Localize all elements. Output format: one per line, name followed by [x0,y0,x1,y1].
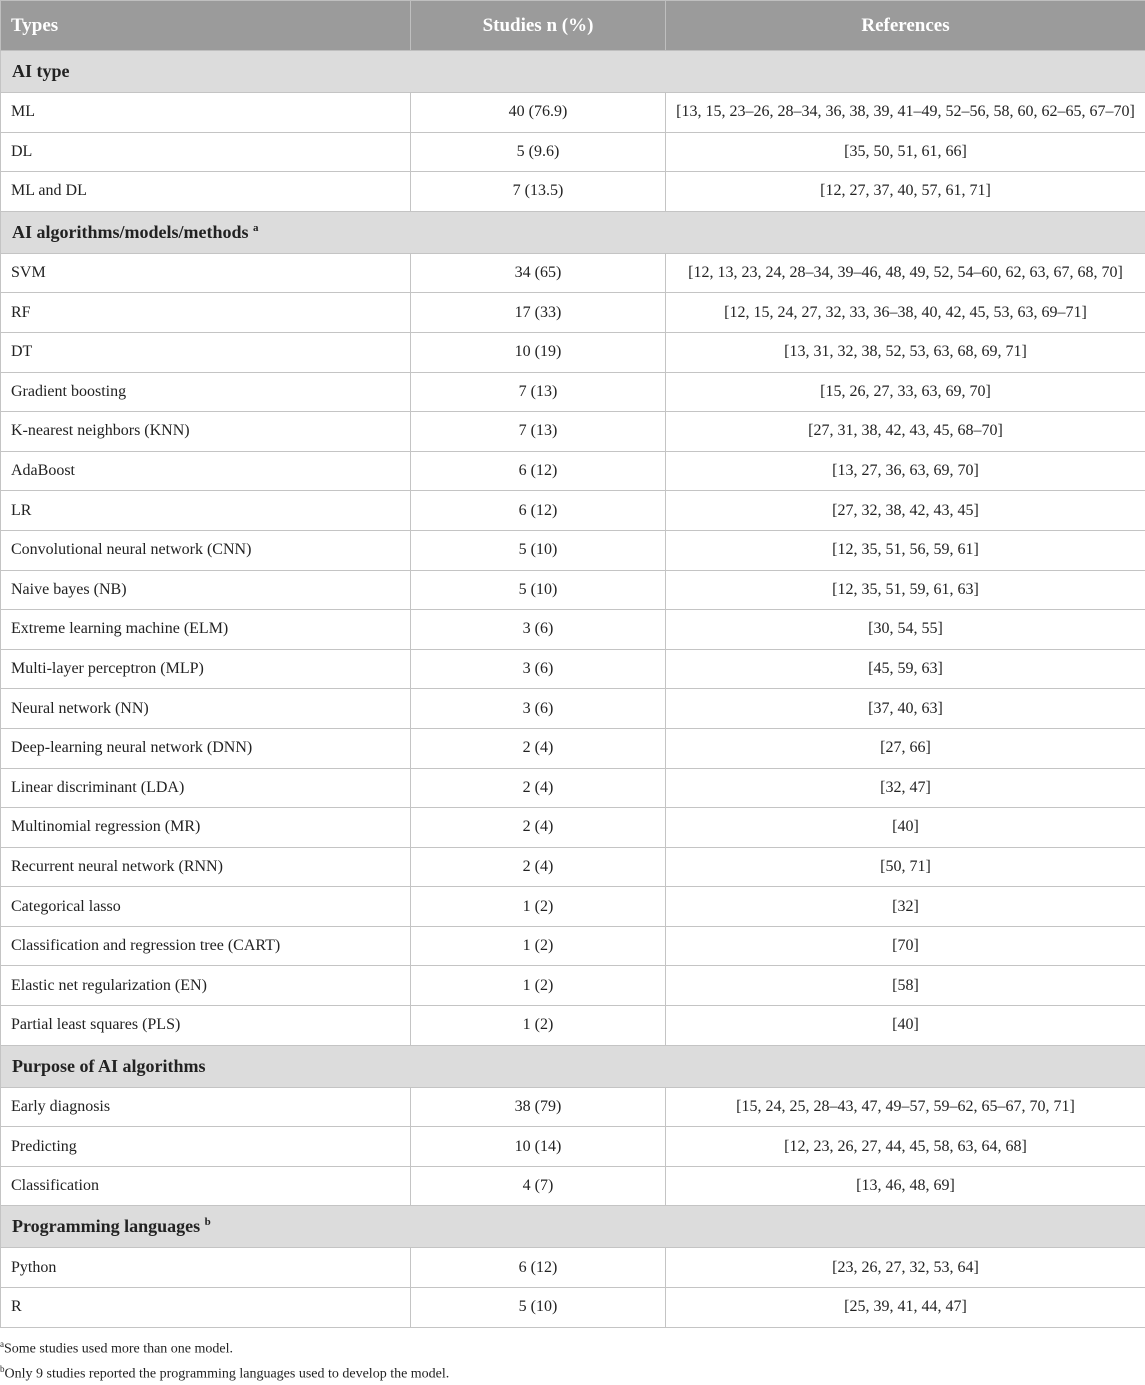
cell-studies: 3 (6) [411,649,666,689]
cell-studies: 10 (14) [411,1127,666,1167]
table-row [1,491,1145,531]
cell-references: [37, 40, 63] [666,689,1145,729]
cell-studies: 5 (9.6) [411,132,666,172]
cell-studies: 1 (2) [411,887,666,927]
cell-type: AdaBoost [1,451,411,491]
cell-references: [13, 31, 32, 38, 52, 53, 63, 68, 69, 71] [666,332,1145,372]
cell-type: K-nearest neighbors (KNN) [1,412,411,452]
cell-type: Elastic net regularization (EN) [1,966,411,1006]
table-row [1,132,1145,172]
cell-references: [13, 46, 48, 69] [666,1166,1145,1206]
table-row [1,530,1145,570]
table-row [1,253,1145,293]
cell-type: Partial least squares (PLS) [1,1006,411,1046]
cell-references: [12, 15, 24, 27, 32, 33, 36–38, 40, 42, 45, 53, 63, 69–71] [666,293,1145,333]
cell-type: Multi-layer perceptron (MLP) [1,649,411,689]
cell-references: [12, 35, 51, 56, 59, 61] [666,530,1145,570]
cell-studies: 5 (10) [411,1288,666,1328]
cell-type: Early diagnosis [1,1087,411,1127]
cell-type: Categorical lasso [1,887,411,927]
cell-type: R [1,1288,411,1328]
section-header-row [1,51,1145,93]
cell-references: [15, 26, 27, 33, 63, 69, 70] [666,372,1145,412]
cell-references: [70] [666,926,1145,966]
cell-studies: 5 (10) [411,570,666,610]
cell-studies: 1 (2) [411,966,666,1006]
cell-references: [27, 66] [666,728,1145,768]
cell-references: [32] [666,887,1145,927]
cell-studies: 17 (33) [411,293,666,333]
cell-references: [12, 35, 51, 59, 61, 63] [666,570,1145,610]
cell-references: [12, 23, 26, 27, 44, 45, 58, 63, 64, 68] [666,1127,1145,1167]
cell-type: ML [1,93,411,133]
cell-studies: 1 (2) [411,1006,666,1046]
table-row [1,1288,1145,1328]
table-row [1,372,1145,412]
table-row [1,649,1145,689]
cell-studies: 4 (7) [411,1166,666,1206]
section-header-row [1,211,1145,253]
section-header-row [1,1206,1145,1248]
cell-references: [45, 59, 63] [666,649,1145,689]
cell-studies: 3 (6) [411,689,666,729]
table-row [1,926,1145,966]
cell-studies: 3 (6) [411,610,666,650]
cell-type: Naive bayes (NB) [1,570,411,610]
cell-references: [25, 39, 41, 44, 47] [666,1288,1145,1328]
cell-studies: 2 (4) [411,808,666,848]
cell-studies: 2 (4) [411,847,666,887]
cell-type: Recurrent neural network (RNN) [1,847,411,887]
footnote-marker: a [253,222,259,234]
section-title: Purpose of AI algorithms [1,1045,1145,1087]
table-row [1,966,1145,1006]
header-studies: Studies n (%) [411,1,666,51]
table-row [1,689,1145,729]
table-row [1,808,1145,848]
table-row [1,847,1145,887]
footnotes [0,1328,1145,1385]
table-row [1,172,1145,212]
cell-studies: 38 (79) [411,1087,666,1127]
table-body [1,51,1145,1328]
footnote-a: $^a$Some studies used more than one model. [0,1334,1145,1360]
section-title: Programming languages $^b$ [1,1206,1145,1248]
cell-studies: 1 (2) [411,926,666,966]
table-row [1,412,1145,452]
section-title: AI type [1,51,1145,93]
cell-type: Classification [1,1166,411,1206]
cell-studies: 40 (76.9) [411,93,666,133]
cell-type: DT [1,332,411,372]
cell-studies: 6 (12) [411,491,666,531]
cell-references: [50, 71] [666,847,1145,887]
table-row [1,1166,1145,1206]
table-row [1,1248,1145,1288]
cell-references: [40] [666,808,1145,848]
table-row [1,332,1145,372]
cell-type: Multinomial regression (MR) [1,808,411,848]
table-row [1,610,1145,650]
cell-type: Linear discriminant (LDA) [1,768,411,808]
table-row [1,570,1145,610]
table-row [1,93,1145,133]
cell-type: Predicting [1,1127,411,1167]
cell-references: [32, 47] [666,768,1145,808]
cell-references: [58] [666,966,1145,1006]
cell-type: Deep-learning neural network (DNN) [1,728,411,768]
cell-references: [13, 27, 36, 63, 69, 70] [666,451,1145,491]
table-row [1,293,1145,333]
cell-type: Extreme learning machine (ELM) [1,610,411,650]
cell-type: Neural network (NN) [1,689,411,729]
cell-type: Python [1,1248,411,1288]
header-references: References [666,1,1145,51]
cell-type: Gradient boosting [1,372,411,412]
cell-studies: 7 (13) [411,412,666,452]
cell-studies: 10 (19) [411,332,666,372]
cell-references: [27, 32, 38, 42, 43, 45] [666,491,1145,531]
table-row [1,728,1145,768]
cell-references: [27, 31, 38, 42, 43, 45, 68–70] [666,412,1145,452]
cell-type: Convolutional neural network (CNN) [1,530,411,570]
cell-type: SVM [1,253,411,293]
cell-studies: 6 (12) [411,1248,666,1288]
cell-references: [12, 27, 37, 40, 57, 61, 71] [666,172,1145,212]
footnote-marker: b [205,1216,211,1228]
cell-references: [30, 54, 55] [666,610,1145,650]
cell-type: DL [1,132,411,172]
table-row [1,451,1145,491]
table-row [1,887,1145,927]
table-row [1,1127,1145,1167]
cell-type: RF [1,293,411,333]
cell-references: [13, 15, 23–26, 28–34, 36, 38, 39, 41–49, 52–56, 58, 60, 62–65, 67–70] [666,93,1145,133]
cell-references: [15, 24, 25, 28–43, 47, 49–57, 59–62, 65–67, 70, 71] [666,1087,1145,1127]
cell-studies: 2 (4) [411,728,666,768]
cell-type: ML and DL [1,172,411,212]
cell-type: Classification and regression tree (CART) [1,926,411,966]
section-title: AI algorithms/models/methods $^a$ [1,211,1145,253]
header-row [1,1,1145,51]
cell-references: [12, 13, 23, 24, 28–34, 39–46, 48, 49, 52, 54–60, 62, 63, 67, 68, 70] [666,253,1145,293]
table-row [1,1006,1145,1046]
cell-studies: 2 (4) [411,768,666,808]
footnote-b: $^b$Only 9 studies reported the programming languages used to develop the model. [0,1359,1145,1385]
cell-studies: 6 (12) [411,451,666,491]
table-row [1,768,1145,808]
cell-type: LR [1,491,411,531]
cell-studies: 34 (65) [411,253,666,293]
cell-studies: 5 (10) [411,530,666,570]
cell-references: [23, 26, 27, 32, 53, 64] [666,1248,1145,1288]
cell-studies: 7 (13) [411,372,666,412]
table-row [1,1087,1145,1127]
cell-references: [35, 50, 51, 61, 66] [666,132,1145,172]
cell-references: [40] [666,1006,1145,1046]
header-types: Types [1,1,411,51]
section-header-row [1,1045,1145,1087]
cell-studies: 7 (13.5) [411,172,666,212]
